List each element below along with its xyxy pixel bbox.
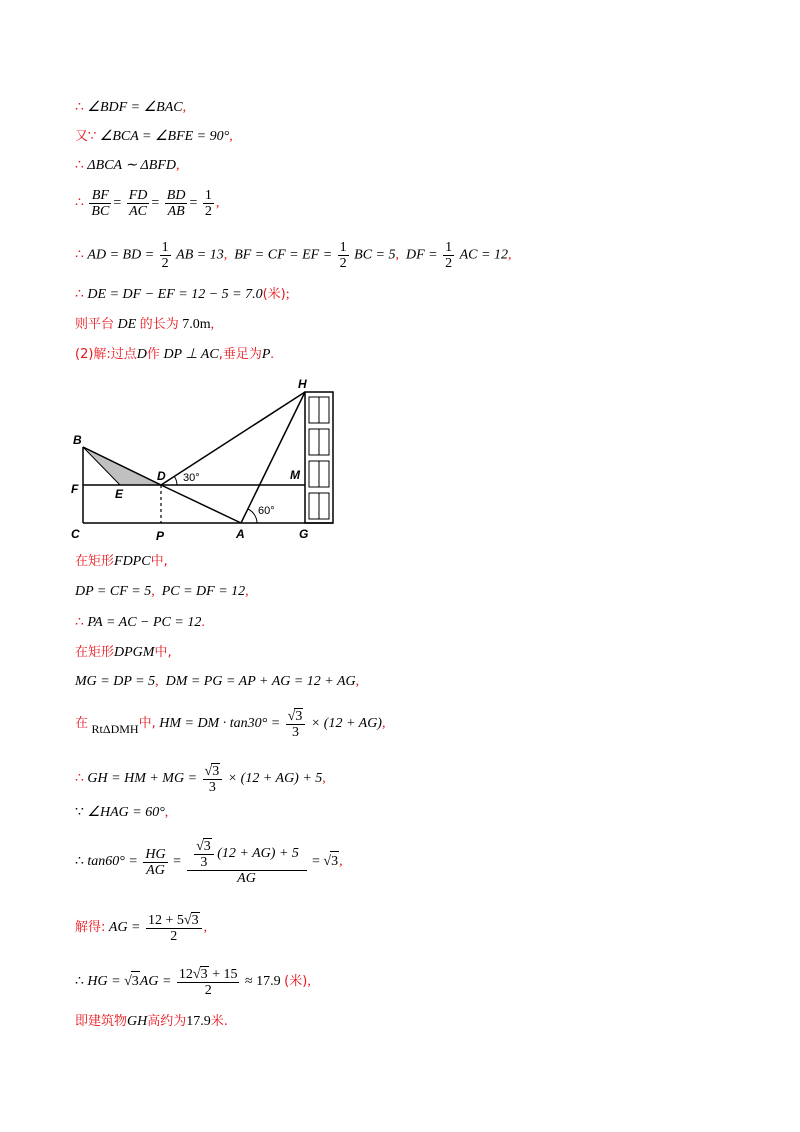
step-13: MG = DP = 5, DM = PG = AP + AG = 12 + AG, [75, 674, 360, 689]
radicand: 3 [191, 913, 199, 928]
fraction-sqrt3-over-3: $\frac{√3}{3}$ [203, 763, 223, 795]
angle-30-arc [174, 476, 177, 485]
numerator: BF [89, 188, 111, 204]
fraction-ag-solution: $\frac{12 + 5√3}{2}$ [146, 912, 202, 944]
text: 在矩形 [75, 645, 115, 660]
angle-60-arc [248, 509, 257, 523]
punct: . [270, 347, 274, 362]
equation: DM = PG = AP + AG = 12 + AG [165, 674, 356, 689]
punct: , [307, 974, 311, 990]
equation: AG = [108, 920, 141, 936]
equation: DF = [406, 247, 438, 263]
geometry-figure [65, 372, 355, 544]
unit: (米) [284, 974, 308, 990]
fraction-hg-ag [143, 847, 167, 878]
denominator: 3 [292, 725, 299, 740]
punct: , [215, 195, 220, 211]
therefore-symbol: ∴ [75, 854, 84, 870]
therefore-symbol: ∴ [75, 100, 84, 115]
therefore-symbol: ∴ [75, 247, 84, 263]
denominator: AC [129, 204, 147, 219]
angle-60-label: 60° [258, 505, 275, 517]
point-name: D [136, 347, 147, 362]
building-windows [309, 397, 329, 519]
denominator: AB [167, 204, 185, 219]
step-6 [75, 285, 290, 305]
similarity-statement: ΔBCA ∼ ΔBFD [87, 158, 176, 173]
radicand: 3 [203, 839, 211, 854]
line-da [161, 485, 241, 523]
equation: AB = 13 [176, 247, 224, 263]
denominator: 2 [204, 983, 212, 998]
equation: PC = DF = 12 [161, 584, 246, 599]
text: 解得: [75, 920, 106, 936]
punct: . [201, 615, 205, 630]
equals: = [173, 854, 181, 870]
step-12 [75, 643, 172, 663]
step-14 [75, 708, 385, 740]
numerator-part: 12 + 5 [148, 913, 184, 928]
text: (2)解:过点 [75, 347, 137, 362]
fraction-hg-value: $\frac{12√3 + 15}{2}$ [178, 967, 238, 998]
part-2-heading [75, 345, 274, 365]
conclusion [75, 1012, 228, 1032]
fraction [165, 188, 188, 219]
text: 在矩形 [75, 554, 115, 569]
punct: , [210, 317, 215, 332]
point-name: P [261, 347, 271, 362]
punct: , [176, 158, 180, 173]
numerator-part: + 15 [212, 967, 238, 982]
inner-fraction: $\frac{√3}{3}$ [194, 838, 214, 870]
step-18 [75, 912, 207, 944]
step-5: ∴ AD = BD = $\frac{1}{2}$ AB = 13, BF = CF = EF = $\frac{1}{2}$ BC = 5, DF = $\frac{1}{2}$ AC = 12, [75, 240, 512, 271]
therefore-symbol: ∴ [75, 615, 84, 630]
equation: BF = CF = EF = [234, 247, 333, 263]
label-f: F [71, 482, 79, 496]
step-1 [75, 98, 186, 118]
equation: HG = [87, 974, 121, 990]
label-e: E [115, 487, 124, 501]
therefore-symbol: ∴ [75, 195, 84, 211]
punct: , [322, 771, 326, 787]
equation: MG = DP = 5 [75, 674, 156, 689]
equals: = [312, 854, 324, 870]
answer-value: 7.0m [182, 317, 211, 332]
radicand: 3 [131, 971, 140, 992]
segment-name: DE [117, 317, 137, 332]
punct: , [203, 920, 208, 936]
punct: , [164, 805, 169, 820]
punct: , [229, 129, 233, 144]
compound-denominator: AG [237, 871, 256, 886]
step-4: ∴ $\frac{BF}{BC}$ = $\frac{FD}{AC}$ = $\frac{BD}{AB}$ = $\frac{1}{2}$ , [75, 188, 220, 219]
punct: , [339, 854, 343, 870]
denominator: AG [146, 862, 165, 878]
equation: AD = BD = [87, 247, 155, 263]
label-b: B [73, 433, 82, 447]
punct: , [507, 247, 512, 263]
radicand: 3 [295, 709, 303, 724]
step-10: DP = CF = 5, PC = DF = 12, [75, 584, 249, 599]
denominator: 2 [204, 204, 212, 219]
label-d: D [157, 469, 166, 483]
expression: (12 + AG) + 5 [217, 846, 299, 862]
numerator: FD [128, 188, 148, 203]
numerator: HG [145, 846, 166, 862]
unit: (米) [262, 287, 286, 302]
therefore-symbol: ∴ [75, 287, 84, 302]
text: 即建筑物 [75, 1014, 128, 1029]
denominator: 3 [200, 855, 208, 870]
unit: 米. [210, 1014, 228, 1029]
text: 作 [146, 347, 160, 362]
segment-name: GH [127, 1014, 148, 1029]
equation: GH = HM + MG = [87, 771, 198, 787]
equation: HM = DM · tan30° = [159, 716, 281, 732]
approx-value: ≈ 17.9 [244, 974, 281, 990]
fraction [203, 188, 214, 219]
step-11 [75, 613, 205, 633]
because-symbol: ∵ [75, 805, 84, 820]
equation: AG = [139, 974, 172, 990]
equation: DP = CF = 5 [75, 584, 152, 599]
label-c: C [71, 527, 80, 541]
denominator: 2 [170, 929, 178, 944]
fraction [89, 188, 111, 219]
text: 中, [150, 554, 168, 569]
text: 的长为 [139, 317, 179, 332]
denominator: 2 [445, 256, 453, 271]
step-19: ∴ HG = √3AG = $\frac{12√3 + 15}{2}$ ≈ 17.9 (米), [75, 967, 311, 998]
denominator: 2 [339, 256, 347, 271]
rectangle-name: DPGM [114, 645, 155, 660]
text: 高约为 [147, 1014, 187, 1029]
equation: × (12 + AG) + 5 [227, 771, 323, 787]
punct: , [355, 674, 360, 689]
equation: × (12 + AG) [310, 716, 382, 732]
answer-value: 17.9 [186, 1014, 211, 1029]
fraction-half [443, 240, 454, 271]
rectangle-name: FDPC [114, 554, 151, 569]
equation: BC = 5 [354, 247, 396, 263]
step-3 [75, 156, 180, 176]
numerator: 1 [161, 240, 169, 255]
step-16 [75, 803, 168, 823]
therefore-symbol: ∴ [75, 158, 84, 173]
equation: ∠HAG = 60° [87, 805, 165, 820]
text: ,垂足为 [218, 347, 262, 362]
therefore-symbol: ∴ [75, 974, 84, 990]
step-7 [75, 315, 214, 335]
denominator: 3 [208, 780, 216, 795]
label-h: H [298, 377, 307, 391]
label-p: P [156, 529, 165, 543]
fraction-half [338, 240, 349, 271]
numerator-part: 12 [178, 967, 193, 982]
equation: ∠BDF = ∠BAC [87, 100, 183, 115]
numerator: BD [166, 188, 186, 203]
radicand: 3 [200, 967, 208, 982]
equation: DP ⊥ AC [163, 347, 219, 362]
radicand: 3 [330, 851, 339, 872]
equation: ∠BCA = ∠BFE = 90° [99, 129, 230, 144]
numerator: 1 [204, 188, 212, 203]
angle-30-label: 30° [183, 472, 200, 484]
equation: DE = DF − EF = 12 − 5 = 7.0 [87, 287, 263, 302]
numerator: 1 [339, 240, 347, 255]
step-2 [75, 127, 233, 147]
text: 中, [138, 716, 156, 732]
equation: tan60° = [87, 854, 138, 870]
line-ah [241, 392, 305, 523]
compound-numerator [187, 838, 307, 871]
punct: ; [285, 287, 290, 302]
step-9 [75, 552, 168, 572]
triangle-name: RtΔDMH [91, 722, 139, 737]
denominator: BC [91, 204, 110, 219]
radicand: 3 [212, 764, 220, 779]
numerator: 1 [445, 240, 453, 255]
therefore-symbol: ∴ [75, 771, 84, 787]
text: 中, [154, 645, 172, 660]
equation: AC = 12 [459, 247, 508, 263]
label-a: A [236, 527, 245, 541]
compound-fraction [187, 838, 307, 886]
denominator: 2 [161, 256, 169, 271]
label-g: G [299, 527, 309, 541]
fraction [127, 188, 150, 219]
because-text: 又∵ [75, 129, 97, 144]
equation: PA = AC − PC = 12 [87, 615, 202, 630]
text: 则平台 [75, 317, 115, 332]
punct: , [381, 716, 386, 732]
punct: , [182, 100, 187, 115]
fraction-half [160, 240, 171, 271]
step-17: ∴ tan60° = $\frac{HG}{AG}$ = $\frac{√3}{3}$ (12 + AG) + 5 AG = √3, [75, 839, 343, 886]
fraction-sqrt3-over-3: $\frac{√3}{3}$ [286, 708, 306, 740]
step-15 [75, 763, 326, 795]
text: 在 [75, 716, 89, 732]
punct: , [245, 584, 249, 599]
label-m: M [290, 468, 300, 482]
